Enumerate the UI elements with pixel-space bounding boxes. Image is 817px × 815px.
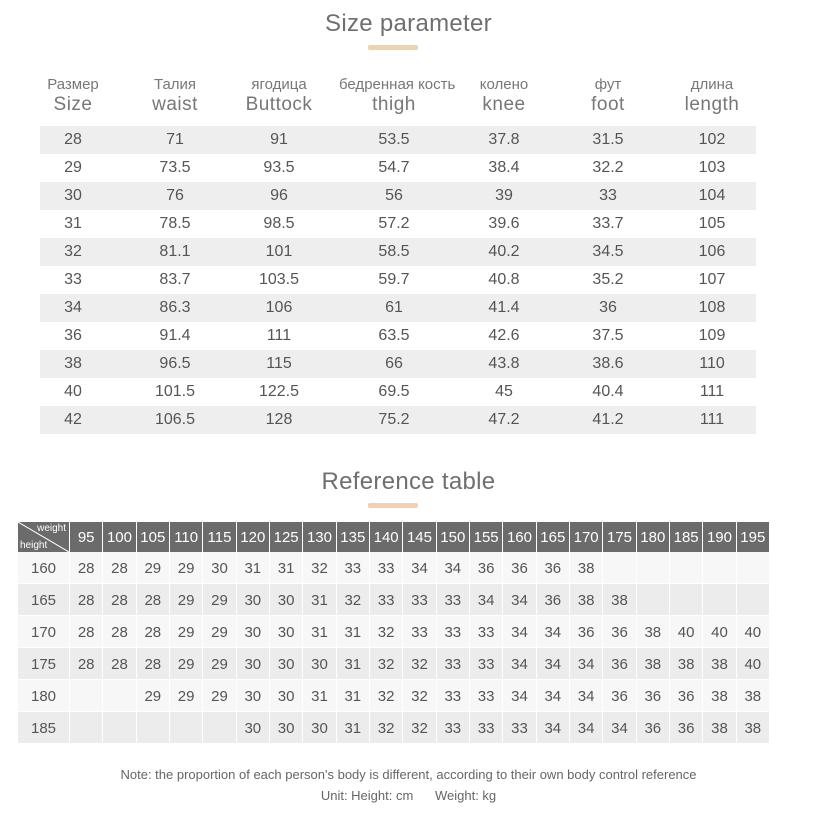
- table-cell: 91.4: [159, 327, 191, 344]
- weight-header-cell: 120: [236, 522, 269, 552]
- table-cell: 104: [698, 187, 726, 204]
- table-cell: 108: [698, 299, 726, 316]
- table-cell: 56: [385, 187, 403, 204]
- size-cell: 29: [169, 584, 202, 615]
- size-cell: 29: [202, 584, 235, 615]
- size-cell: 33: [469, 712, 502, 743]
- corner-weight-label: weight: [37, 523, 66, 534]
- size-cell: 34: [536, 712, 569, 743]
- weight-header-cell: 110: [169, 522, 202, 552]
- height-cell: 165: [30, 592, 57, 609]
- table-cell: 69.5: [378, 383, 410, 400]
- size-cell: 36: [669, 680, 702, 711]
- weight-header-cell: 130: [302, 522, 335, 552]
- table-cell: 105: [698, 215, 726, 232]
- weight-header-cell: 175: [602, 522, 635, 552]
- weight-header-cell: 135: [336, 522, 369, 552]
- reference-table-title: Reference table: [321, 468, 496, 495]
- table-cell: 128: [265, 411, 293, 428]
- size-cell: 32: [369, 648, 402, 679]
- weight-header-cell: 145: [402, 522, 435, 552]
- table-cell: 36: [64, 327, 82, 344]
- size-cell: 31: [302, 584, 335, 615]
- column-header-en: length: [684, 94, 740, 115]
- size-cell: 38: [669, 648, 702, 679]
- table-cell: 101.5: [154, 383, 196, 400]
- size-cell: 34: [502, 584, 535, 615]
- size-cell: [736, 552, 769, 583]
- weight-header-cell: 180: [636, 522, 669, 552]
- table-cell: 111: [699, 383, 725, 400]
- column-header: [657, 76, 767, 116]
- weight-header-cell: 185: [669, 522, 702, 552]
- size-cell: 34: [569, 680, 602, 711]
- column-header-en: foot: [591, 94, 625, 115]
- size-cell: 30: [236, 584, 269, 615]
- table-row: [40, 322, 756, 350]
- table-row: [40, 350, 756, 378]
- table-cell: 71: [166, 131, 184, 148]
- size-cell: 38: [702, 712, 735, 743]
- table-cell: 41.2: [592, 411, 624, 428]
- corner-height-label: height: [20, 540, 48, 551]
- table-cell: 32: [64, 243, 82, 260]
- size-cell: 29: [169, 648, 202, 679]
- table-cell: 37.5: [592, 327, 624, 344]
- size-cell: 34: [502, 616, 535, 647]
- table-cell: 33.7: [592, 215, 624, 232]
- table-cell: 31.5: [592, 131, 624, 148]
- table-row: [40, 126, 756, 154]
- column-header-ru: длина: [690, 76, 734, 93]
- size-cell: 38: [636, 648, 669, 679]
- column-header-en: knee: [482, 94, 526, 115]
- size-cell: 30: [302, 648, 335, 679]
- weight-header-cell: 100: [102, 522, 135, 552]
- table-cell: 115: [266, 355, 292, 372]
- size-cell: 31: [269, 552, 302, 583]
- size-cell: 36: [502, 552, 535, 583]
- size-cell: 30: [269, 648, 302, 679]
- size-cell: 28: [136, 616, 169, 647]
- weight-header-cell: 125: [269, 522, 302, 552]
- table-row: [40, 294, 756, 322]
- size-parameter-title-underline: [368, 45, 418, 50]
- size-cell: 30: [269, 712, 302, 743]
- table-cell: 61: [385, 299, 403, 316]
- size-cell: 36: [469, 552, 502, 583]
- size-cell: 28: [102, 648, 135, 679]
- size-cell: 32: [336, 584, 369, 615]
- size-cell: 32: [302, 552, 335, 583]
- size-cell: 28: [102, 616, 135, 647]
- weight-header-cell: 115: [202, 522, 235, 552]
- table-cell: 34: [64, 299, 82, 316]
- size-cell: 34: [536, 648, 569, 679]
- table-cell: 122.5: [258, 383, 300, 400]
- table-row: [40, 266, 756, 294]
- size-cell: 40: [669, 616, 702, 647]
- table-cell: 96: [270, 187, 288, 204]
- table-row: [18, 616, 769, 648]
- table-cell: 96.5: [159, 355, 191, 372]
- size-cell: 30: [236, 648, 269, 679]
- size-cell: 36: [602, 680, 635, 711]
- size-cell: 29: [202, 648, 235, 679]
- size-cell: 29: [202, 616, 235, 647]
- size-cell: 33: [436, 648, 469, 679]
- table-cell: 31: [64, 215, 82, 232]
- column-header-en: thigh: [372, 94, 416, 115]
- table-cell: 39: [495, 187, 513, 204]
- size-cell: 34: [569, 648, 602, 679]
- size-cell: 32: [369, 680, 402, 711]
- size-cell: 28: [69, 552, 102, 583]
- table-cell: 34.5: [592, 243, 624, 260]
- size-cell: 33: [436, 584, 469, 615]
- column-header-ru: фут: [594, 76, 622, 93]
- size-cell: 29: [169, 616, 202, 647]
- size-cell: 28: [102, 584, 135, 615]
- size-cell: 34: [469, 584, 502, 615]
- table-cell: 66: [385, 355, 403, 372]
- height-cell: 175: [30, 656, 57, 673]
- reference-table-title-underline: [368, 503, 418, 508]
- weight-header-cell: 190: [702, 522, 735, 552]
- size-cell: 29: [169, 552, 202, 583]
- size-cell: 38: [736, 712, 769, 743]
- size-cell: 29: [136, 680, 169, 711]
- table-cell: 109: [698, 327, 726, 344]
- table-row: [40, 238, 756, 266]
- size-cell: 34: [536, 680, 569, 711]
- size-cell: [636, 552, 669, 583]
- table-cell: 111: [266, 327, 292, 344]
- table-cell: 43.8: [488, 355, 520, 372]
- size-cell: 33: [469, 648, 502, 679]
- size-cell: 33: [436, 712, 469, 743]
- size-cell: 34: [569, 712, 602, 743]
- table-cell: 59.7: [378, 271, 410, 288]
- table-cell: 110: [699, 355, 725, 372]
- size-cell: [702, 584, 735, 615]
- size-cell: 33: [369, 584, 402, 615]
- table-cell: 111: [699, 411, 725, 428]
- column-header-ru: колено: [479, 76, 529, 93]
- table-cell: 57.2: [378, 215, 410, 232]
- size-cell: 40: [702, 616, 735, 647]
- table-cell: 106.5: [154, 411, 196, 428]
- table-cell: 38.6: [592, 355, 624, 372]
- size-cell: 31: [336, 680, 369, 711]
- size-cell: 30: [236, 616, 269, 647]
- weight-header-cell: 95: [69, 522, 102, 552]
- size-cell: [69, 680, 102, 711]
- body-proportion-note: Note: the proportion of each person's body is different, according to their own body control reference: [120, 767, 697, 782]
- table-cell: 40.4: [592, 383, 624, 400]
- table-cell: 102: [698, 131, 726, 148]
- column-header: [449, 76, 559, 116]
- size-cell: [636, 584, 669, 615]
- reference-table-body: [18, 552, 769, 744]
- size-cell: 29: [202, 680, 235, 711]
- size-cell: 36: [536, 552, 569, 583]
- table-cell: 54.7: [378, 159, 410, 176]
- size-cell: 28: [136, 584, 169, 615]
- size-cell: 32: [369, 616, 402, 647]
- size-cell: 34: [502, 680, 535, 711]
- size-cell: 31: [302, 616, 335, 647]
- size-cell: 28: [69, 584, 102, 615]
- size-cell: 31: [336, 648, 369, 679]
- table-cell: 98.5: [263, 215, 295, 232]
- table-cell: 106: [265, 299, 293, 316]
- column-header: [18, 76, 128, 116]
- size-cell: 30: [236, 680, 269, 711]
- size-cell: 40: [736, 616, 769, 647]
- table-cell: 76: [166, 187, 184, 204]
- size-cell: 36: [602, 648, 635, 679]
- table-row: [40, 210, 756, 238]
- column-header: [224, 76, 334, 116]
- table-row: [18, 680, 769, 712]
- table-cell: 28: [64, 131, 82, 148]
- size-cell: 31: [302, 680, 335, 711]
- table-cell: 78.5: [159, 215, 191, 232]
- weight-header-cell: 160: [502, 522, 535, 552]
- size-cell: 40: [736, 648, 769, 679]
- column-header-ru: Талия: [153, 76, 197, 93]
- size-cell: 38: [636, 616, 669, 647]
- size-cell: [102, 712, 135, 743]
- size-cell: [69, 712, 102, 743]
- size-cell: 32: [369, 712, 402, 743]
- column-header-en: waist: [152, 94, 198, 115]
- size-cell: [669, 552, 702, 583]
- table-cell: 53.5: [378, 131, 410, 148]
- column-header-en: Size: [53, 94, 93, 115]
- size-cell: 38: [602, 584, 635, 615]
- height-cell: 180: [30, 688, 57, 705]
- table-cell: 83.7: [159, 271, 191, 288]
- size-cell: [102, 680, 135, 711]
- table-cell: 81.1: [159, 243, 191, 260]
- size-cell: 33: [502, 712, 535, 743]
- weight-header-cell: 195: [736, 522, 769, 552]
- size-cell: 33: [469, 616, 502, 647]
- size-cell: 31: [236, 552, 269, 583]
- size-cell: 38: [702, 648, 735, 679]
- size-cell: 38: [736, 680, 769, 711]
- weight-header-cell: 155: [469, 522, 502, 552]
- size-cell: 38: [702, 680, 735, 711]
- table-cell: 40: [64, 383, 82, 400]
- size-cell: [736, 584, 769, 615]
- size-cell: 33: [402, 584, 435, 615]
- size-cell: 29: [136, 552, 169, 583]
- column-header: [120, 76, 230, 116]
- table-row: [18, 584, 769, 616]
- size-cell: 36: [602, 616, 635, 647]
- size-cell: 32: [402, 680, 435, 711]
- height-cell: 185: [30, 720, 57, 737]
- size-cell: 31: [336, 712, 369, 743]
- table-cell: 73.5: [159, 159, 191, 176]
- size-cell: 34: [536, 616, 569, 647]
- weight-header-cell: 150: [436, 522, 469, 552]
- size-cell: 29: [169, 680, 202, 711]
- unit-note: Unit: Height: cm Weight: kg: [320, 788, 497, 803]
- size-cell: 38: [569, 552, 602, 583]
- column-header-ru: ягодица: [251, 76, 307, 93]
- size-cell: 34: [602, 712, 635, 743]
- column-header-ru: Размер: [47, 76, 99, 93]
- table-cell: 33: [599, 187, 617, 204]
- table-cell: 32.2: [592, 159, 624, 176]
- table-cell: 42.6: [488, 327, 520, 344]
- table-cell: 107: [698, 271, 726, 288]
- size-parameter-title: Size parameter: [325, 10, 492, 37]
- reference-table: [18, 522, 769, 744]
- table-cell: 58.5: [378, 243, 410, 260]
- table-cell: 63.5: [378, 327, 410, 344]
- table-cell: 30: [64, 187, 82, 204]
- reference-table-header: [18, 522, 769, 552]
- size-cell: 30: [202, 552, 235, 583]
- table-cell: 40.2: [488, 243, 520, 260]
- column-header: [553, 76, 663, 116]
- table-cell: 45: [495, 383, 513, 400]
- table-cell: 47.2: [488, 411, 520, 428]
- size-cell: 33: [436, 616, 469, 647]
- size-cell: 33: [469, 680, 502, 711]
- table-cell: 101: [265, 243, 293, 260]
- size-cell: 32: [402, 712, 435, 743]
- weight-header-cell: 140: [369, 522, 402, 552]
- table-cell: 41.4: [488, 299, 520, 316]
- table-cell: 38: [64, 355, 82, 372]
- weight-header-cell: 105: [136, 522, 169, 552]
- table-cell: 93.5: [263, 159, 295, 176]
- weight-header-cell: 170: [569, 522, 602, 552]
- size-cell: 36: [669, 712, 702, 743]
- size-cell: 30: [302, 712, 335, 743]
- table-row: [18, 712, 769, 744]
- table-cell: 39.6: [488, 215, 520, 232]
- table-cell: 103.5: [258, 271, 300, 288]
- table-row: [40, 182, 756, 210]
- size-cell: 36: [636, 680, 669, 711]
- size-cell: 31: [336, 616, 369, 647]
- size-table-body: [40, 126, 756, 434]
- size-cell: 28: [102, 552, 135, 583]
- height-cell: 160: [30, 560, 57, 577]
- table-row: [18, 552, 769, 584]
- table-cell: 36: [599, 299, 617, 316]
- table-row: [40, 406, 756, 434]
- size-cell: 33: [336, 552, 369, 583]
- size-cell: 33: [369, 552, 402, 583]
- table-cell: 35.2: [592, 271, 624, 288]
- table-cell: 42: [64, 411, 82, 428]
- table-cell: 29: [64, 159, 82, 176]
- size-cell: 30: [269, 584, 302, 615]
- size-cell: [136, 712, 169, 743]
- size-cell: 30: [236, 712, 269, 743]
- size-cell: 36: [569, 616, 602, 647]
- size-cell: 33: [402, 616, 435, 647]
- height-cell: 170: [30, 624, 57, 641]
- corner-cell: [18, 522, 69, 552]
- table-cell: 33: [64, 271, 82, 288]
- size-cell: [202, 712, 235, 743]
- table-cell: 75.2: [378, 411, 410, 428]
- weight-header-cell: 165: [536, 522, 569, 552]
- table-cell: 103: [698, 159, 726, 176]
- size-cell: [169, 712, 202, 743]
- column-header: [339, 76, 456, 116]
- table-row: [40, 378, 756, 406]
- size-table-header: [40, 76, 756, 124]
- size-cell: 36: [536, 584, 569, 615]
- table-row: [18, 648, 769, 680]
- table-cell: 91: [270, 131, 288, 148]
- size-cell: 34: [402, 552, 435, 583]
- column-header-ru: бедренная кость: [339, 76, 456, 93]
- size-cell: 34: [436, 552, 469, 583]
- size-cell: 28: [136, 648, 169, 679]
- column-header-en: Buttock: [245, 94, 313, 115]
- table-cell: 37.8: [488, 131, 520, 148]
- size-cell: 30: [269, 616, 302, 647]
- size-cell: 38: [569, 584, 602, 615]
- size-cell: 34: [502, 648, 535, 679]
- table-cell: 106: [698, 243, 726, 260]
- size-cell: 32: [402, 648, 435, 679]
- table-row: [40, 154, 756, 182]
- table-cell: 38.4: [488, 159, 520, 176]
- size-cell: [702, 552, 735, 583]
- size-cell: 33: [436, 680, 469, 711]
- size-cell: [669, 584, 702, 615]
- size-cell: [602, 552, 635, 583]
- table-cell: 86.3: [159, 299, 191, 316]
- size-cell: 30: [269, 680, 302, 711]
- size-cell: 36: [636, 712, 669, 743]
- size-cell: 28: [69, 648, 102, 679]
- size-cell: 28: [69, 616, 102, 647]
- table-cell: 40.8: [488, 271, 520, 288]
